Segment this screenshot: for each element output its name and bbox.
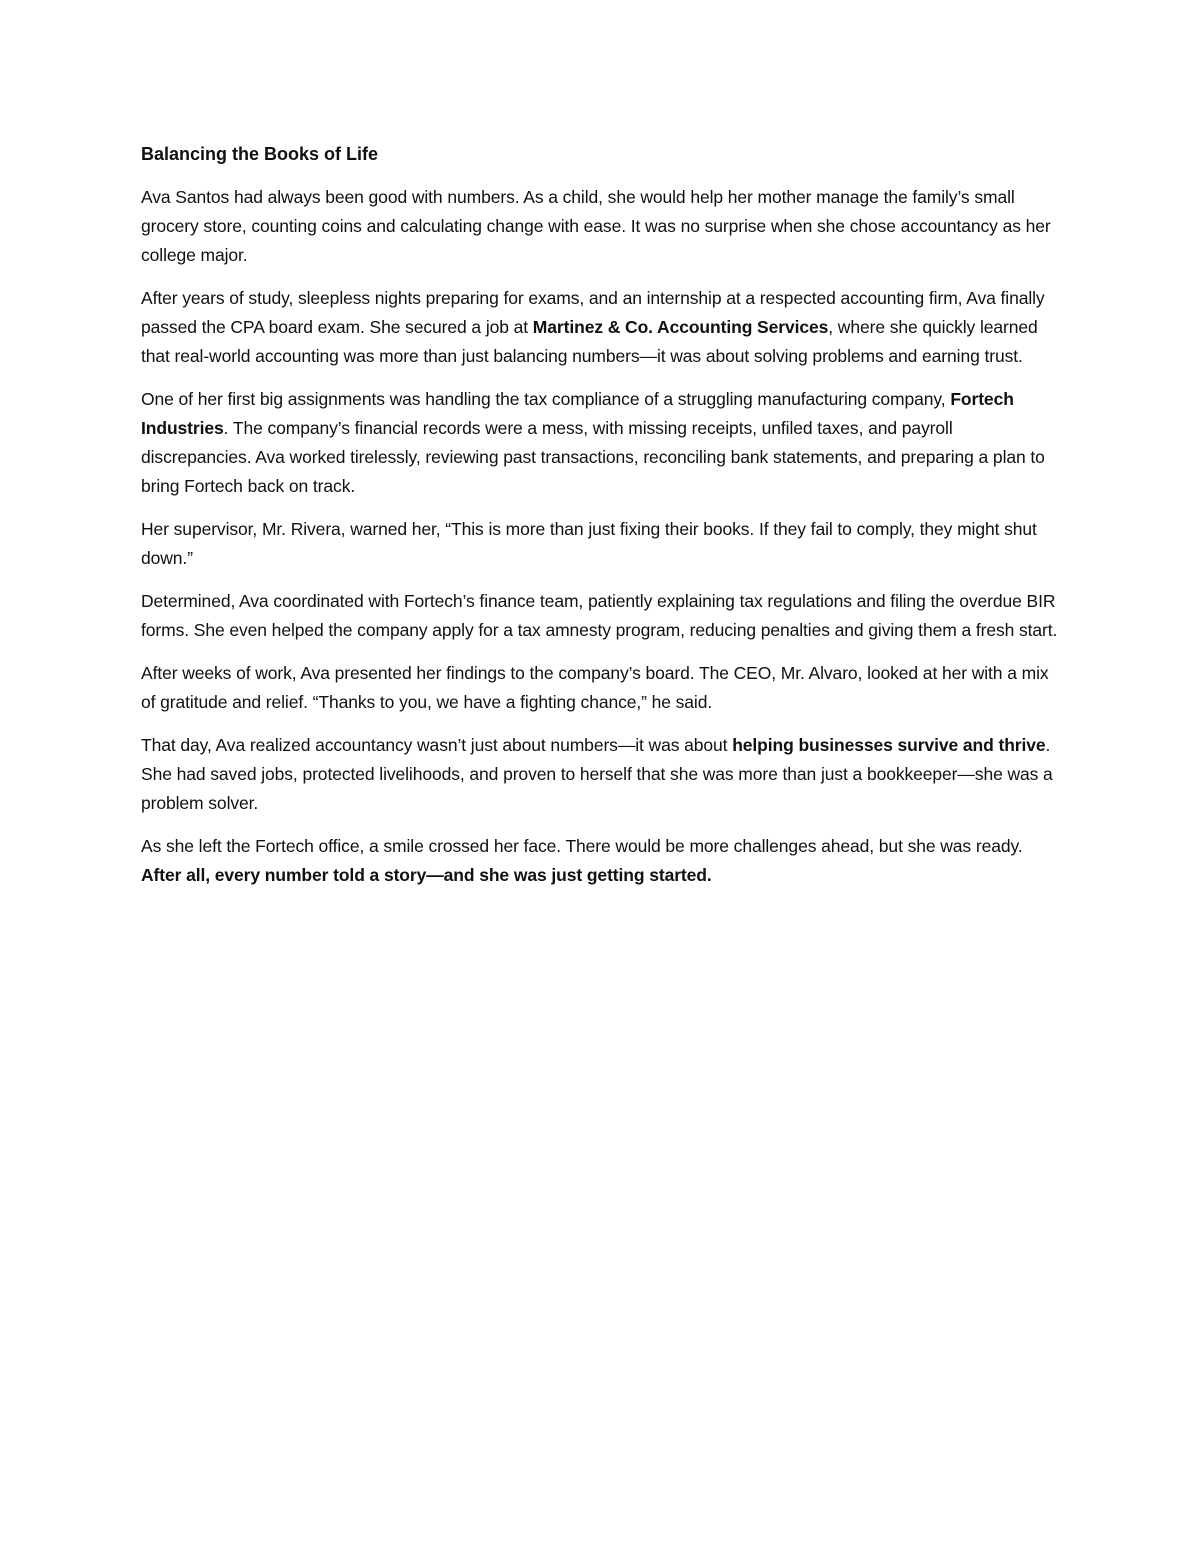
bold-text-run: Martinez & Co. Accounting Services <box>532 317 829 337</box>
text-run: . She had saved jobs, protected livelihoods, and proven to herself that she was more than just a bookkeeper—she was a problem solver. <box>141 735 1053 813</box>
text-run: Ava Santos had always been good with numbers. As a child, she would help her mother manage the family’s small grocery store, counting coins and calculating change with ease. It was no surprise when she chose accountancy as her college major. <box>141 187 1051 265</box>
text-run: After years of study, sleepless nights preparing for exams, and an internship at a respected accounting firm, Ava finally passed the CPA board exam. She secured a job at <box>141 288 1045 337</box>
paragraph <box>141 731 1061 818</box>
bold-text-run: helping businesses survive and thrive <box>732 735 1046 755</box>
text-run: Her supervisor, Mr. Rivera, warned her, “This is more than just fixing their books. If they fail to comply, they might shut down.” <box>141 519 1037 568</box>
paragraph <box>141 284 1061 371</box>
text-run: After weeks of work, Ava presented her findings to the company’s board. The CEO, Mr. Alvaro, looked at her with a mix of gratitude and relief. “Thanks to you, we have a fighting chance,” he said. <box>141 663 1049 712</box>
text-run: Determined, Ava coordinated with Fortech’s finance team, patiently explaining tax regulations and filing the overdue BIR forms. She even helped the company apply for a tax amnesty program, reducing penalties and giving them a fresh start. <box>141 591 1058 640</box>
paragraph <box>141 183 1061 270</box>
paragraph <box>141 832 1061 890</box>
paragraph <box>141 515 1061 573</box>
text-run: , where she quickly learned that real-world accounting was more than just balancing numbers—it was about solving problems and earning trust. <box>141 317 1038 366</box>
paragraph <box>141 659 1061 717</box>
text-run: One of her first big assignments was handling the tax compliance of a struggling manufacturing company, <box>141 389 951 409</box>
paragraph <box>141 587 1061 645</box>
text-run: As she left the Fortech office, a smile crossed her face. There would be more challenges ahead, but she was ready. <box>141 836 1023 856</box>
document-page <box>141 140 1061 904</box>
document-title: Balancing the Books of Life <box>141 144 379 164</box>
paragraph <box>141 385 1061 501</box>
bold-text-run: Fortech Industries <box>141 389 1014 438</box>
text-run: . The company’s financial records were a mess, with missing receipts, unfiled taxes, and payroll discrepancies. Ava worked tirelessly, reviewing past transactions, reconciling bank statements, and preparing a plan to bring Fortech back on track. <box>141 418 1045 496</box>
text-run: That day, Ava realized accountancy wasn’t just about numbers—it was about <box>141 735 733 755</box>
bold-text-run: After all, every number told a story—and she was just getting started. <box>141 865 712 885</box>
document-body <box>141 183 1061 890</box>
